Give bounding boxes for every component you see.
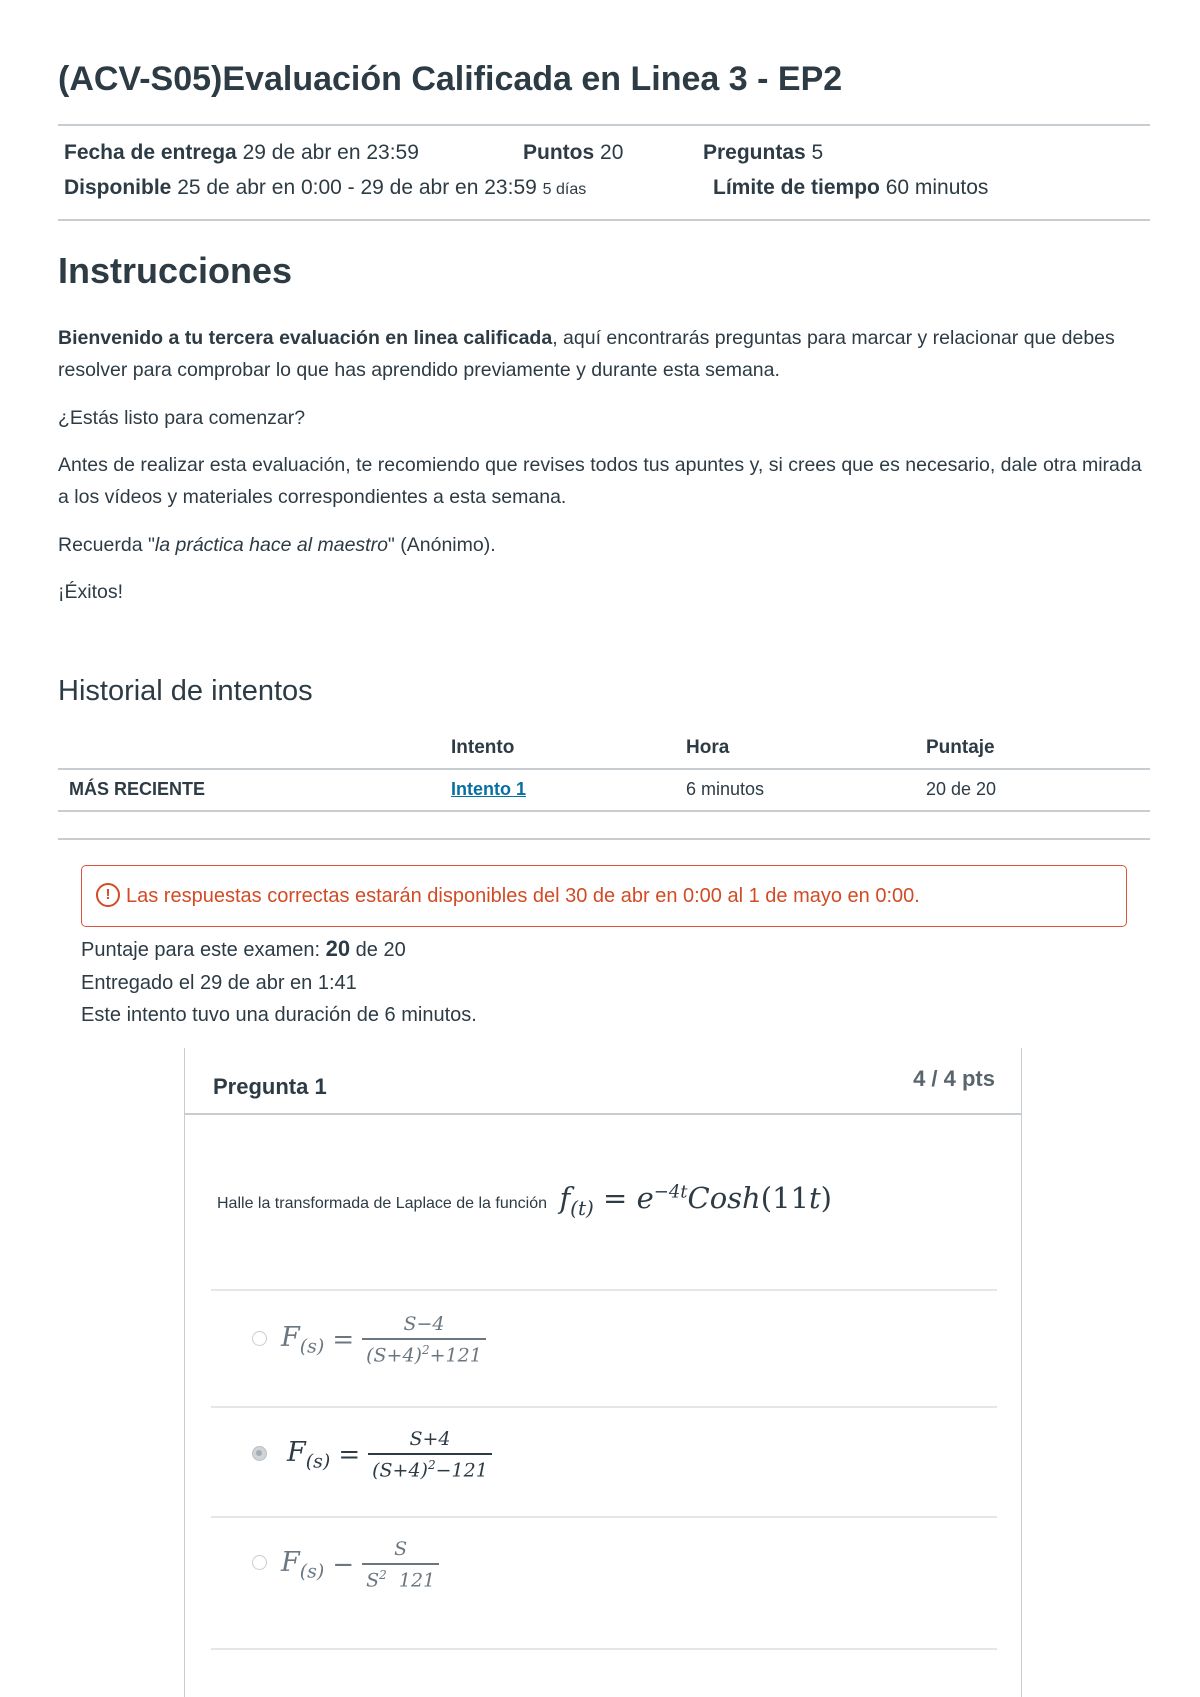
submitted-at: Entregado el 29 de abr en 1:41 (81, 972, 357, 994)
points (523, 141, 623, 165)
question-prompt-text: Halle la transformada de Laplace de la función (217, 1195, 547, 1212)
history-row-time: 6 minutos (686, 779, 765, 799)
quote-prefix: Recuerda " (58, 534, 155, 556)
history-col-attempt: Intento (451, 737, 515, 758)
title-divider (58, 124, 1150, 126)
due-date (64, 141, 419, 165)
intro-bold: Bienvenido a tu tercera evaluación en linea calificada (58, 327, 553, 349)
points-value: 20 (600, 141, 624, 164)
answer-option-2[interactable]: $F_{(s)}$ = $\frac{S+4}{(S+4)^2-121}$ (287, 1428, 492, 1481)
exam-score-suffix: de 20 (350, 939, 406, 961)
history-row-divider (58, 810, 1150, 812)
answer-divider (211, 1648, 997, 1650)
page-title: (ACV-S05)Evaluación Calificada en Linea 3 - EP2 (58, 60, 843, 98)
time-limit (713, 176, 988, 200)
results-divider (58, 838, 1150, 840)
questions-count (703, 141, 823, 165)
answer-divider (211, 1289, 997, 1291)
answer-divider (211, 1516, 997, 1518)
time-limit-label: Límite de tiempo (713, 176, 880, 199)
exam-score (81, 936, 406, 962)
question-card (184, 1048, 1022, 1697)
alert-text: Las respuestas correctas estarán disponibles del 30 de abr en 0:00 al 1 de mayo en 0:00. (126, 885, 920, 907)
quote-suffix: " (Anónimo). (387, 534, 496, 556)
answer-radio-1[interactable] (252, 1331, 267, 1346)
history-heading: Historial de intentos (58, 675, 313, 707)
question-function: $f_{(t)}$ = $e^{-4t}Cosh(11t)$ (559, 1181, 832, 1220)
questions-label: Preguntas (703, 141, 806, 164)
availability-value: 25 de abr en 0:00 - 29 de abr en 23:59 (177, 176, 537, 199)
warning-circle-icon: ! (96, 883, 120, 907)
instructions-success: ¡Éxitos! (58, 581, 124, 603)
instructions-intro (58, 322, 1150, 386)
questions-value: 5 (811, 141, 824, 164)
availability (64, 176, 586, 200)
meta-divider (58, 219, 1150, 221)
exam-score-value: 20 (325, 936, 351, 961)
attempt-duration: Este intento tuvo una duración de 6 minutos. (81, 1004, 477, 1026)
answer-option-3[interactable]: $F_{(s)}$ − $\frac{S}{S^2 121}$ (281, 1538, 439, 1591)
question-prompt (217, 1181, 832, 1220)
instructions-ready: ¿Estás listo para comenzar? (58, 407, 306, 429)
exam-score-prefix: Puntaje para este examen: (81, 939, 326, 961)
answer-radio-2[interactable] (252, 1446, 267, 1461)
availability-label: Disponible (64, 176, 172, 199)
points-label: Puntos (523, 141, 595, 164)
history-col-score: Puntaje (926, 737, 995, 758)
quote-italic: la práctica hace al maestro (154, 534, 388, 556)
answer-divider (211, 1406, 997, 1408)
instructions-advice: Antes de realizar esta evaluación, te recomiendo que revises todos tus apuntes y, si crees que es necesario, dale otra mirada a los vídeos y materiales correspondientes a esta semana. (58, 454, 1142, 508)
attempt-link[interactable]: Intento 1 (451, 779, 526, 799)
question-points: 4 / 4 pts (913, 1066, 995, 1091)
history-header-divider (58, 768, 1150, 770)
intro-rest: , aquí encontrarás preguntas para marcar y relacionar que debes resolver para comprobar lo que has aprendido previamente y durante esta semana. (58, 327, 1115, 381)
availability-days: 5 días (542, 181, 587, 198)
question-header (185, 1048, 1021, 1115)
history-col-time: Hora (686, 737, 730, 758)
history-row-label: MÁS RECIENTE (69, 779, 206, 799)
history-row-attempt (451, 779, 526, 800)
question-title: Pregunta 1 (213, 1074, 327, 1099)
answers-availability-alert (81, 865, 1127, 927)
history-row-score: 20 de 20 (926, 779, 997, 799)
time-limit-value: 60 minutos (885, 176, 989, 199)
due-date-label: Fecha de entrega (64, 141, 237, 164)
instructions-quote (58, 529, 1150, 561)
answer-option-1[interactable]: $F_{(s)}$ = $\frac{S-4}{(S+4)^2+121}$ (281, 1313, 486, 1366)
due-date-value: 29 de abr en 23:59 (242, 141, 419, 164)
answer-radio-3[interactable] (252, 1555, 267, 1570)
instructions-heading: Instrucciones (58, 250, 293, 291)
